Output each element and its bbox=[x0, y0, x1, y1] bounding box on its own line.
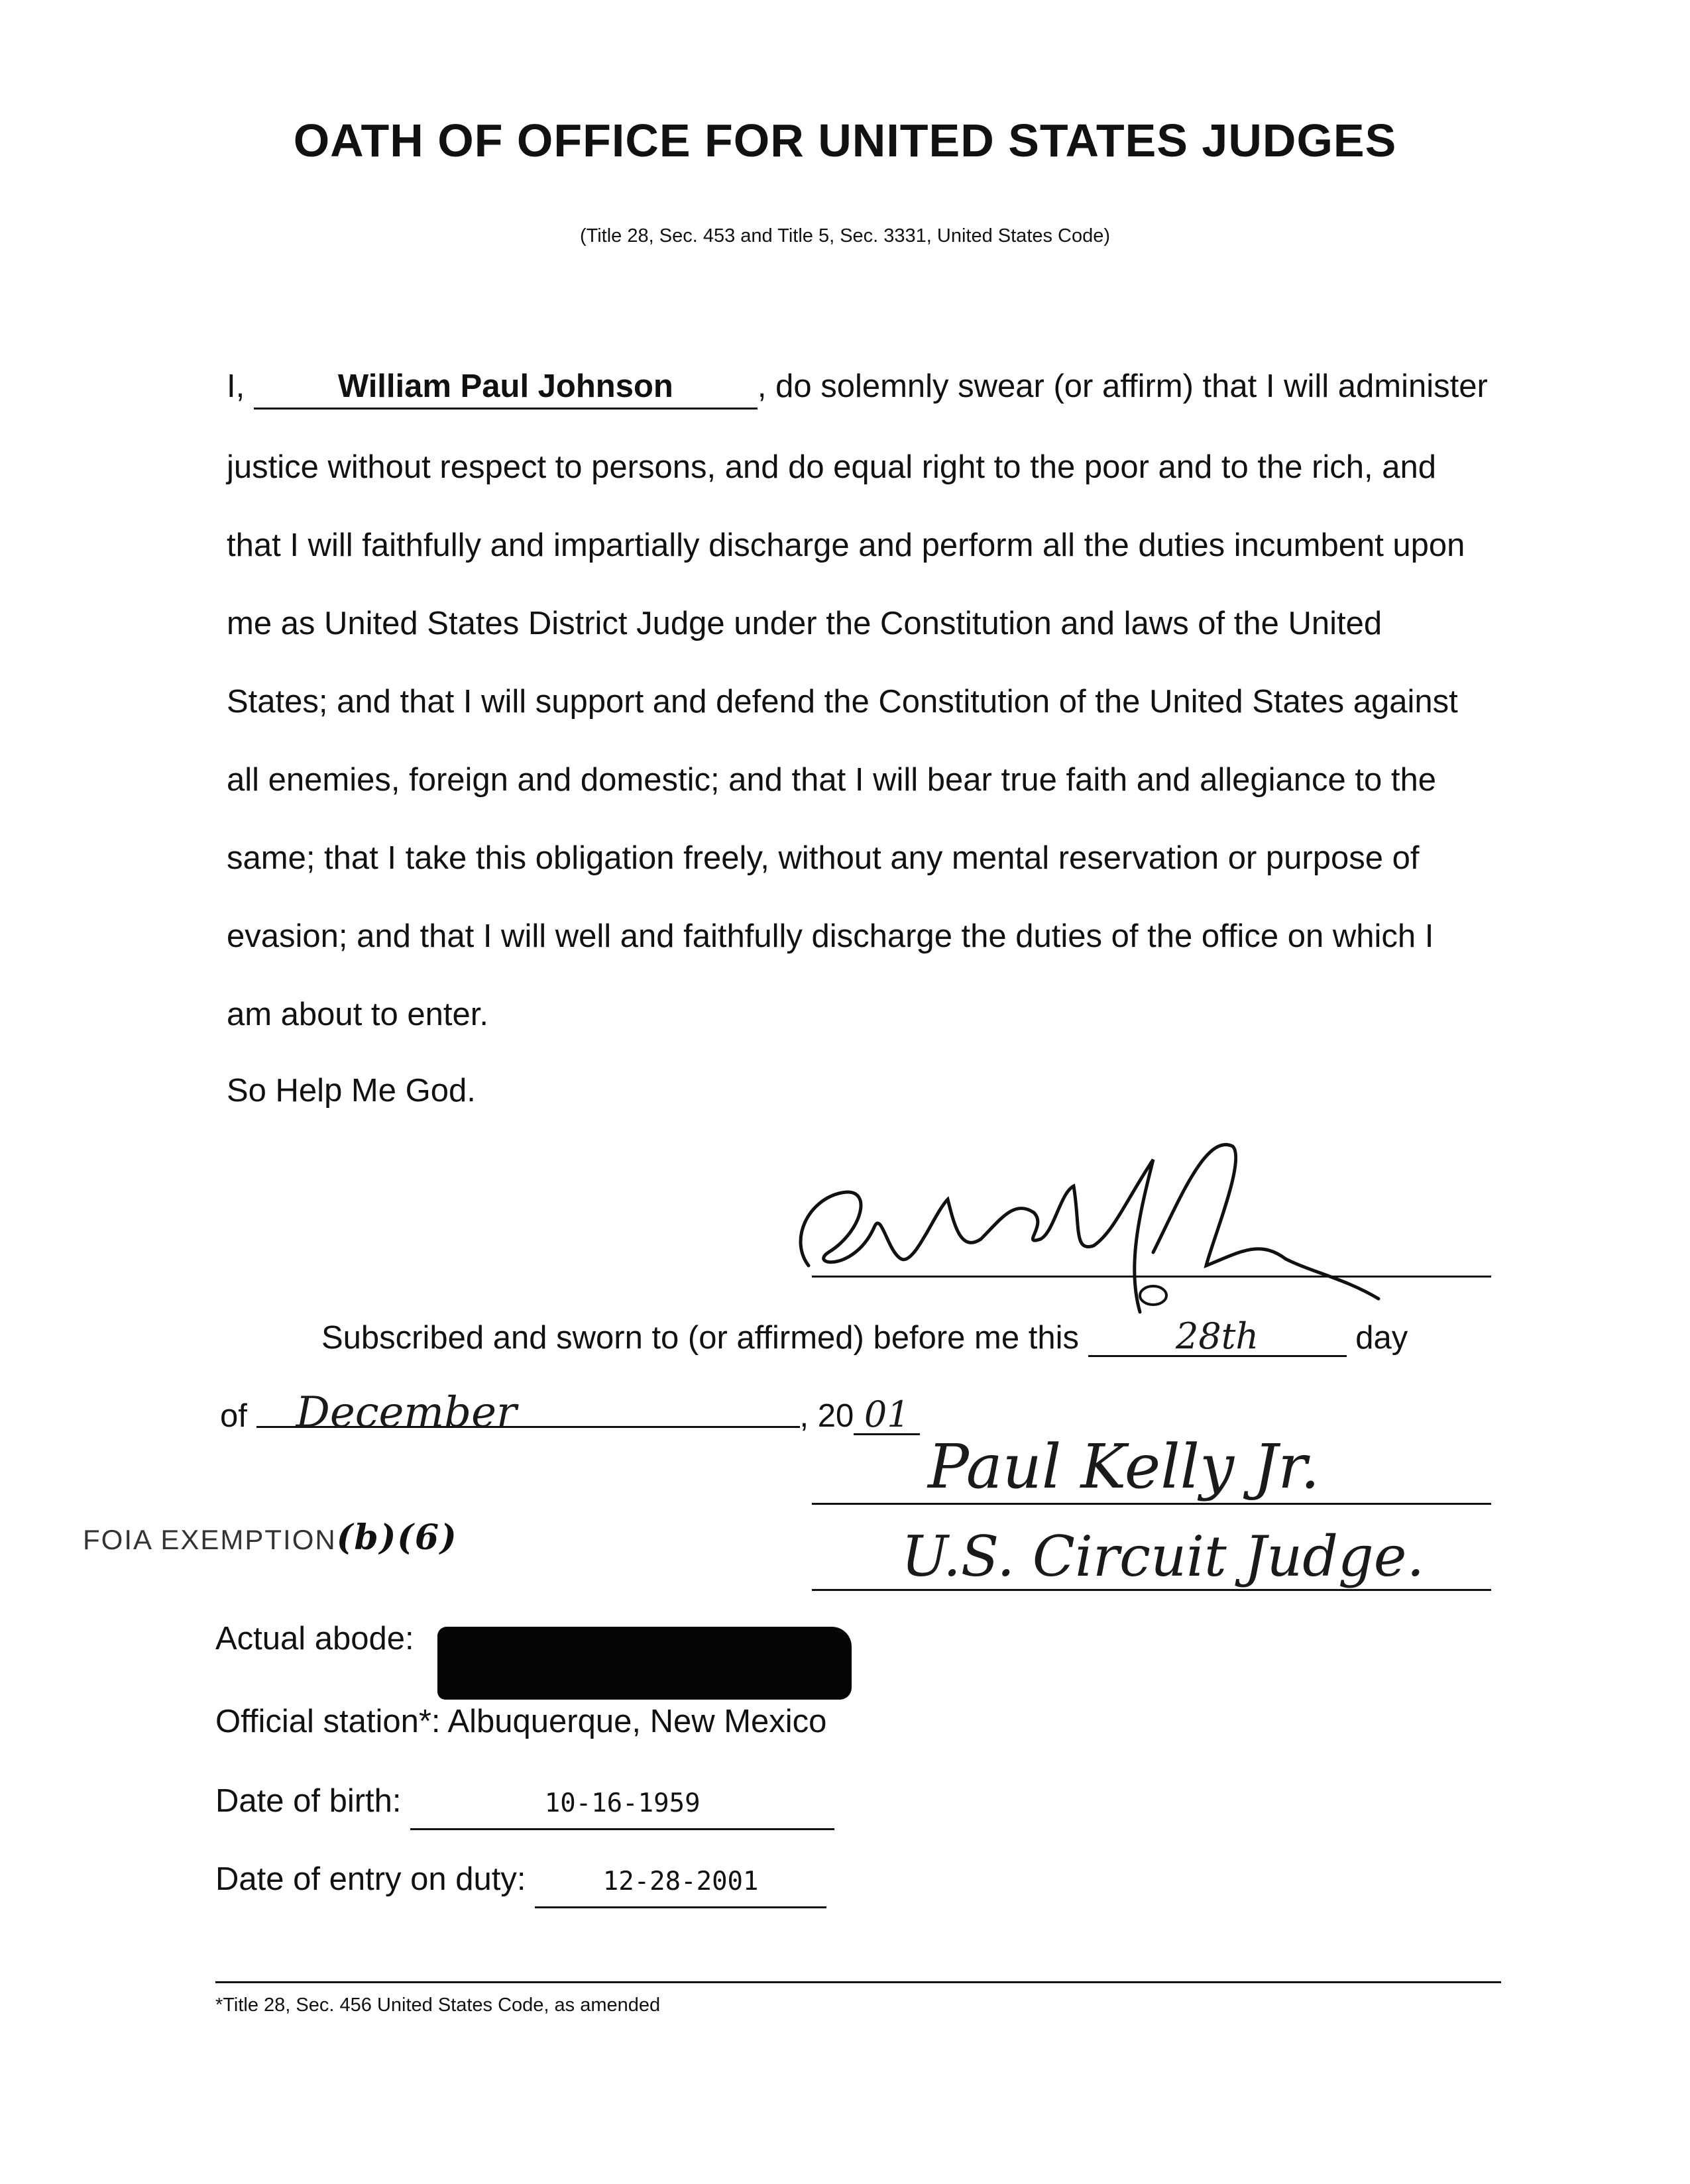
oath-line-3: that I will faithfully and impartially discharge and perform all the duties incumbent upon bbox=[227, 527, 1465, 563]
oath-line-2: justice without respect to persons, and do equal right to the poor and to the rich, and bbox=[227, 449, 1437, 485]
judge-signature-image bbox=[782, 1120, 1398, 1319]
oath-line-5: States; and that I will support and defend the Constitution of the United States against bbox=[227, 684, 1458, 720]
sworn-of-label: of bbox=[220, 1398, 247, 1434]
document-subtitle: (Title 28, Sec. 453 and Title 5, Sec. 3331, United States Code) bbox=[579, 225, 1111, 246]
footnote: *Title 28, Sec. 456 United States Code, as amended bbox=[215, 1994, 661, 2016]
abode-label: Actual abode: bbox=[215, 1621, 414, 1657]
judge-name-field bbox=[254, 368, 758, 410]
officer-title-line bbox=[812, 1589, 1491, 1591]
footnote-divider bbox=[215, 1981, 1501, 1983]
station-value: Albuquerque, New Mexico bbox=[447, 1704, 827, 1739]
dob-line bbox=[215, 1782, 834, 1830]
officer-signature-line bbox=[812, 1503, 1491, 1505]
oath-closing: So Help Me God. bbox=[227, 1073, 476, 1109]
sworn-month-value: December bbox=[296, 1388, 517, 1437]
entry-line bbox=[215, 1861, 826, 1908]
entry-field bbox=[535, 1867, 826, 1908]
oath-line-1 bbox=[227, 368, 1488, 410]
judge-signature-line bbox=[812, 1276, 1491, 1278]
foia-exemption-stamp bbox=[83, 1517, 458, 1558]
sworn-year-prefix: , 20 bbox=[799, 1398, 854, 1434]
sworn-month-line bbox=[220, 1388, 920, 1435]
sworn-statement bbox=[321, 1315, 1408, 1357]
oath-line-4: me as United States District Judge under the Constitution and laws of the United bbox=[227, 606, 1382, 641]
sworn-year-field bbox=[854, 1393, 920, 1435]
redaction-box bbox=[437, 1627, 852, 1700]
sworn-day-label: day bbox=[1355, 1320, 1408, 1356]
foia-code: (b)(6) bbox=[336, 1517, 458, 1558]
sworn-year-value: 01 bbox=[864, 1393, 910, 1435]
oath-line-6: all enemies, foreign and domestic; and that I will bear true faith and allegiance to the bbox=[227, 762, 1436, 798]
entry-value: 12-28-2001 bbox=[602, 1867, 759, 1896]
oath-prefix: I, bbox=[227, 368, 245, 404]
foia-label: FOIA EXEMPTION bbox=[83, 1524, 337, 1555]
entry-label: Date of entry on duty: bbox=[215, 1861, 526, 1897]
judge-name: William Paul Johnson bbox=[337, 368, 673, 404]
oath-line-7: same; that I take this obligation freely, without any mental reservation or purpose of bbox=[227, 840, 1420, 876]
oath-line-1-rest: , do solemnly swear (or affirm) that I will administer bbox=[757, 368, 1488, 404]
oath-line-9: am about to enter. bbox=[227, 997, 488, 1032]
officer-title: U.S. Circuit Judge. bbox=[901, 1524, 1425, 1589]
dob-field bbox=[410, 1788, 834, 1830]
sworn-text: Subscribed and sworn to (or affirmed) before me this bbox=[321, 1320, 1079, 1356]
station-line bbox=[215, 1703, 826, 1740]
document-title: OATH OF OFFICE FOR UNITED STATES JUDGES bbox=[293, 115, 1397, 166]
officer-signature: Paul Kelly Jr. bbox=[928, 1431, 1320, 1502]
station-label: Official station*: bbox=[215, 1704, 441, 1739]
sworn-month-field bbox=[256, 1388, 800, 1437]
sworn-day-value: 28th bbox=[1175, 1315, 1259, 1357]
oath-line-8: evasion; and that I will well and faithfully discharge the duties of the office on which I bbox=[227, 918, 1434, 954]
sworn-day-field bbox=[1088, 1315, 1347, 1357]
dob-value: 10-16-1959 bbox=[544, 1788, 701, 1818]
dob-label: Date of birth: bbox=[215, 1783, 402, 1819]
